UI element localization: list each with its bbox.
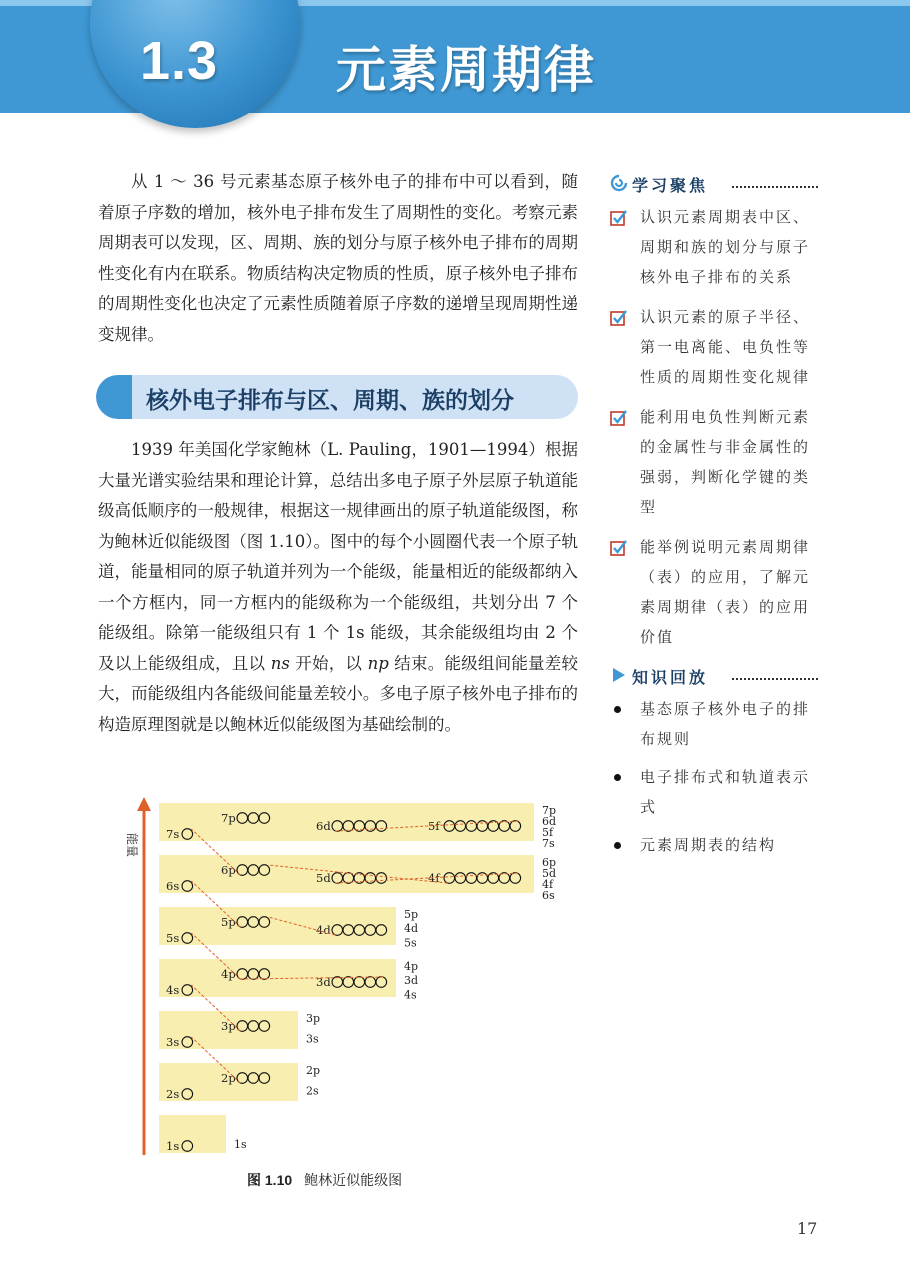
figure-caption-number: 图 1.10 — [247, 1172, 293, 1188]
figure-caption — [247, 1170, 402, 1190]
bullet-icon — [614, 842, 621, 849]
body-text-part2: 开始，以 — [289, 653, 368, 673]
review-title: 知识回放 — [632, 668, 709, 687]
level-label: 6p — [221, 863, 236, 877]
review-item-text: 电子排布式和轨道表示式 — [640, 768, 811, 816]
level-label: 6s — [166, 879, 180, 893]
group-right-label: 5s — [404, 936, 417, 950]
group-right-label: 4p — [404, 960, 419, 973]
level-label: 6d — [316, 819, 331, 833]
subheading-text: 核外电子排布与区、周期、族的划分 — [146, 388, 514, 414]
checkbox-checked-icon — [610, 209, 628, 227]
focus-item-text: 认识元素周期表中区、周期和族的划分与原子核外电子排布的关系 — [640, 208, 811, 286]
subheading-accent-bar — [96, 375, 132, 419]
focus-item-text: 认识元素的原子半径、第一电离能、电负性等性质的周期性变化规律 — [640, 308, 811, 386]
checkbox-checked-icon — [610, 309, 628, 327]
level-label: 3s — [166, 1035, 180, 1049]
level-label: 1s — [166, 1139, 180, 1153]
focus-title: 学习聚焦 — [632, 176, 709, 195]
group-right-label: 4f — [542, 878, 554, 891]
level-label: 4f — [428, 871, 440, 885]
group-right-label: 5p — [404, 908, 419, 921]
review-item-text: 基态原子核外电子的排布规则 — [640, 700, 811, 748]
level-group-box — [159, 803, 534, 841]
level-label: 4d — [316, 923, 331, 937]
focus-item — [608, 302, 820, 392]
level-label: 7s — [166, 827, 180, 841]
group-right-label: 5f — [542, 826, 554, 839]
body-text-part3: 结束。能级组间能量差较大，而能级组内各能级间能量差较小。多电子原子核外电子排布的构造原理图就是以鲍林近似能级图为基础绘制的。 — [98, 653, 579, 734]
body-np: np — [367, 653, 389, 673]
group-right-label: 3s — [306, 1032, 319, 1046]
checkbox-checked-icon — [610, 409, 628, 427]
review-list — [608, 694, 820, 860]
body-ns: ns — [270, 653, 290, 673]
figure-caption-text: 鲍林近似能级图 — [304, 1173, 403, 1189]
group-right-label: 2p — [306, 1064, 321, 1077]
group-right-label: 6s — [542, 889, 555, 902]
bullet-icon — [614, 774, 621, 781]
focus-item — [608, 532, 820, 652]
level-label: 5p — [221, 915, 236, 929]
focus-heading — [608, 172, 820, 198]
play-triangle-icon — [611, 667, 627, 683]
focus-item-text: 能举例说明元素周期律（表）的应用，了解元素周期律（表）的应用价值 — [640, 538, 811, 646]
group-right-label: 4s — [404, 988, 417, 1002]
pauling-energy-level-diagram — [110, 795, 580, 1165]
group-right-label: 1s — [234, 1138, 247, 1151]
sidebar — [608, 172, 820, 868]
group-right-label: 6d — [542, 815, 557, 828]
focus-dotted-rule — [732, 186, 818, 188]
energy-axis-arrowhead — [137, 797, 151, 811]
review-item — [608, 762, 820, 822]
group-right-label: 5d — [542, 867, 557, 880]
group-right-label: 3d — [404, 974, 419, 988]
bullet-icon — [614, 706, 621, 713]
focus-item — [608, 402, 820, 522]
review-item — [608, 694, 820, 754]
level-label: 2p — [221, 1071, 236, 1085]
review-item — [608, 830, 820, 860]
group-right-label: 3p — [306, 1012, 321, 1025]
group-right-label: 4d — [404, 922, 419, 936]
group-right-label: 2s — [306, 1084, 319, 1098]
page-number: 17 — [797, 1219, 818, 1238]
level-label: 4p — [221, 967, 236, 981]
level-label: 5s — [166, 931, 180, 945]
review-item-text: 元素周期表的结构 — [640, 836, 777, 854]
level-group-box — [159, 855, 534, 893]
level-label: 3d — [316, 975, 331, 989]
body-text-part1: 1939 年美国化学家鲍林（L. Pauling，1901—1994）根据大量光谱实验结果和理论计算，总结出多电子原子外层原子轨道能级高低顺序的一般规律，根据这一规律画出的原子轨道能级图，称为鲍林近似能级图（图 1.10）。图中的每个小圆圈代表一个原子轨道，能量相同的原子轨道并列为一个能级，能量相近的能级都纳入一个方框内，同一方框内的能级称为一个能级组，共划分出 7 个能级组。除第一能级组只有 1 个 1s 能级，其余能级组均由 2 个及以上能级组成，且以 — [98, 440, 578, 673]
level-label: 7p — [221, 811, 236, 825]
focus-list — [608, 202, 820, 652]
focus-item — [608, 202, 820, 292]
focus-item-text: 能利用电负性判断元素的金属性与非金属性的强弱，判断化学键的类型 — [640, 408, 811, 516]
level-label: 3p — [221, 1019, 236, 1033]
level-label: 5d — [316, 871, 331, 885]
intro-paragraph: 从 1 ～ 36 号元素基态原子核外电子的排布中可以看到，随着原子序数的增加，核外电子排布发生了周期性的变化。考察元素周期表可以发现，区、周期、族的划分与原子核外电子排布的周期性变化有内在联系。物质结构决定物质的性质，原子核外电子排布的周期性变化也决定了元素性质随着原子序数的递增呈现周期性递变规律。 — [98, 172, 578, 344]
subheading-banner — [96, 375, 578, 419]
level-group-box — [159, 907, 396, 945]
energy-axis-label: 能量 — [125, 833, 139, 858]
level-label: 5f — [428, 819, 440, 833]
level-label: 4s — [166, 983, 180, 997]
group-right-label: 7p — [542, 804, 557, 817]
review-heading — [608, 664, 820, 690]
body-paragraph — [98, 435, 578, 740]
section-number: 1.3 — [140, 31, 219, 91]
section-title: 元素周期律 — [336, 41, 596, 99]
focus-swirl-icon — [610, 174, 628, 192]
checkbox-checked-icon — [610, 539, 628, 557]
group-right-label: 7s — [542, 837, 555, 850]
group-right-label: 6p — [542, 856, 557, 869]
level-label: 2s — [166, 1087, 180, 1101]
review-dotted-rule — [732, 678, 818, 680]
